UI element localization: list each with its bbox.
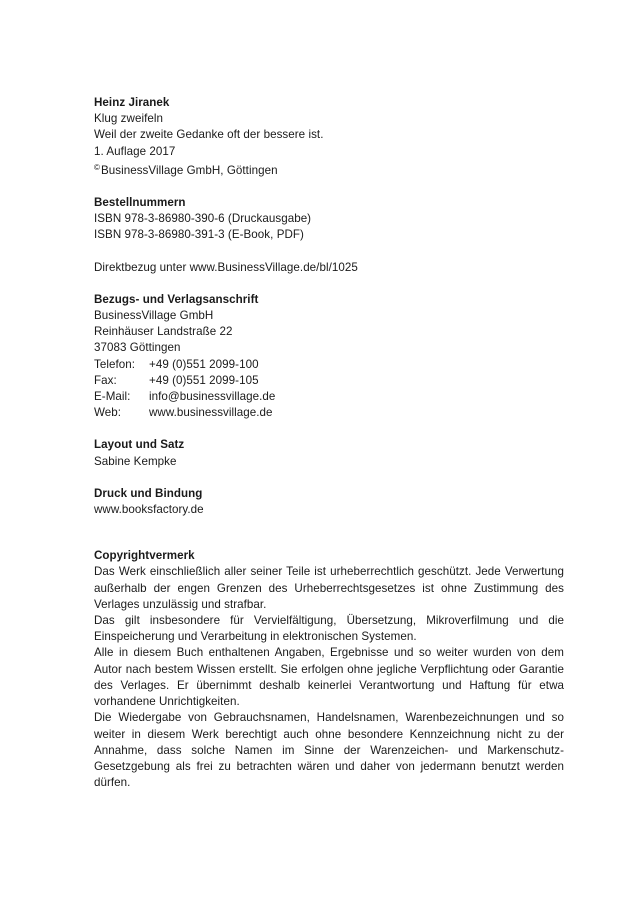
- contact-value: +49 (0)551 2099-105: [149, 373, 259, 387]
- copyright-line: [94, 160, 564, 179]
- author-name: Heinz Jiranek: [94, 96, 170, 109]
- book-subtitle: Weil der zweite Gedanke oft der bessere ist.: [94, 128, 324, 142]
- order-heading: Bestellnummern: [94, 196, 186, 210]
- print-heading: Druck und Bindung: [94, 486, 203, 500]
- copyright-notice: [94, 548, 564, 791]
- copyright-symbol: ©: [94, 162, 100, 172]
- publisher-heading: Bezugs- und Verlagsanschrift: [94, 292, 259, 306]
- publisher-city: 37083 Göttingen: [94, 341, 181, 355]
- copyright-paragraph: Alle in diesem Buch enthaltenen Angaben, Ergebnisse und so weiter wurden von dem Autor nach bestem Wissen erstellt. Sie erfolgen ohne jegliche Verpflichtung oder Garantie des Verlages. Er übernimmt deshalb keinerlei Verantwortung und Haftung für etwa vorhandene Unrichtigkeiten.: [94, 646, 564, 709]
- edition: 1. Auflage 2017: [94, 144, 176, 158]
- layout-credits: [94, 437, 564, 469]
- contact-web: [94, 405, 564, 421]
- contact-phone: [94, 357, 564, 373]
- contact-email: [94, 389, 564, 405]
- contact-label: E-Mail:: [94, 390, 131, 404]
- publisher-name: BusinessVillage GmbH: [94, 309, 214, 323]
- print-credits: [94, 486, 564, 518]
- contact-value: +49 (0)551 2099-100: [149, 357, 259, 371]
- layout-heading: Layout und Satz: [94, 438, 185, 452]
- contact-label: Telefon:: [94, 357, 136, 371]
- imprint-content: [94, 95, 564, 791]
- contact-label: Web:: [94, 406, 122, 420]
- direct-order: Direktbezug unter www.BusinessVillage.de/bl/1025: [94, 260, 358, 274]
- contact-value: info@businessvillage.de: [149, 390, 276, 404]
- isbn-print: ISBN 978-3-86980-390-6 (Druckausgabe): [94, 212, 312, 226]
- copyright-holder: BusinessVillage GmbH, Göttingen: [100, 163, 278, 177]
- copyright-paragraph: Das gilt insbesondere für Vervielfältigung, Übersetzung, Mikroverfilmung und die Einspeicherung und Verarbeitung in elektronischen Systemen.: [94, 614, 564, 644]
- publisher-address: [94, 292, 564, 422]
- copyright-paragraph: Die Wiedergabe von Gebrauchsnamen, Handelsnamen, Warenbezeichnungen und so weiter in diesem Werk berechtigt auch ohne besondere Kennzeichnung nicht zu der Annahme, dass solche Namen im Sinne der Warenzeichen- und Markenschutz-Gesetzgebung als frei zu betrachten wären und daher von jedermann benutzt werden dürfen.: [94, 711, 564, 790]
- book-info: [94, 95, 564, 179]
- book-title: Klug zweifeln: [94, 112, 163, 126]
- layout-name: Sabine Kempke: [94, 454, 177, 468]
- isbn-ebook: ISBN 978-3-86980-391-3 (E-Book, PDF): [94, 228, 304, 242]
- contact-value: www.businessvillage.de: [149, 406, 273, 420]
- publisher-street: Reinhäuser Landstraße 22: [94, 325, 233, 339]
- contact-fax: [94, 373, 564, 389]
- print-name: www.booksfactory.de: [94, 503, 204, 517]
- order-numbers: [94, 195, 564, 276]
- contact-label: Fax:: [94, 373, 117, 387]
- copyright-heading: Copyrightvermerk: [94, 549, 195, 563]
- copyright-paragraph: Das Werk einschließlich aller seiner Teile ist urheberrechtlich geschützt. Jede Verwertung außerhalb der engen Grenzen des Urheberrechtsgesetzes ist ohne Zustimmung des Verlages unzulässig und strafbar.: [94, 565, 564, 611]
